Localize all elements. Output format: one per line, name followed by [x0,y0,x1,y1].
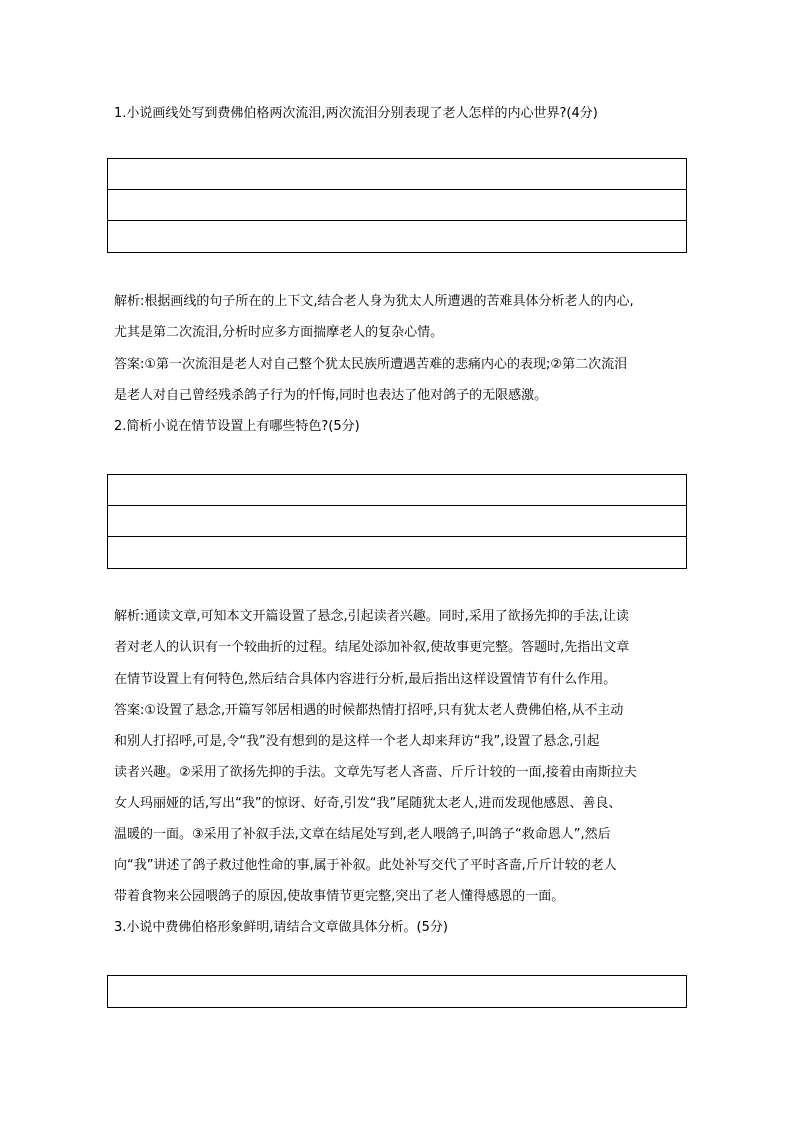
answer-line[interactable] [108,190,686,221]
question-2-analysis-line-3: 在情节设置上有何特色,然后结合具体内容进行分析,最后指出这样设置情节有什么作用。 [114,672,617,687]
question-2-answer-box[interactable] [107,474,687,569]
answer-line[interactable] [108,159,686,190]
question-2-answer-line-6: 向“我”讲述了鸽子救过他性命的事,属于补叙。此处补写交代了平时吝啬,斤斤计较的老人 [114,858,617,873]
question-2-answer-line-2: 和别人打招呼,可是,令“我”没有想到的是这样一个老人却来拜访“我”,设置了悬念,引起 [114,734,600,749]
question-3-prompt: 3.小说中费佛伯格形象鲜明,请结合文章做具体分析。(5分) [114,920,448,935]
answer-line[interactable] [108,506,686,537]
answer-line[interactable] [108,537,686,568]
question-1-answer-line-1: 答案:①第一次流泪是老人对自己整个犹太民族所遭遇苦难的悲痛内心的表现;②第二次流泪 [114,357,628,372]
question-2-answer-line-4: 女人玛丽娅的话,写出“我”的惊讶、好奇,引发“我”尾随犹太老人,进而发现他感恩、善良、 [114,796,622,811]
question-1-analysis-line-2: 尤其是第二次流泪,分析时应多方面揣摩老人的复杂心情。 [114,325,444,340]
question-3-answer-box[interactable] [107,975,687,1008]
answer-line[interactable] [108,475,686,506]
question-2-answer-line-5: 温暖的一面。③采用了补叙手法,文章在结尾处写到,老人喂鸽子,叫鸽子“救命恩人”,然后 [114,827,611,842]
question-2-prompt: 2.简析小说在情节设置上有哪些特色?(5分) [114,419,360,434]
question-1-answer-box[interactable] [107,158,687,253]
question-2-analysis-line-1: 解析:通读文章,可知本文开篇设置了悬念,引起读者兴趣。同时,采用了欲扬先抑的手法,让读 [114,609,629,624]
question-1-answer-line-2: 是老人对自己曾经残杀鸽子行为的忏悔,同时也表达了他对鸽子的无限感激。 [114,388,548,403]
answer-line[interactable] [108,976,686,1007]
question-2-analysis-line-2: 者对老人的认识有一个较曲折的过程。结尾处添加补叙,使故事更完整。答题时,先指出文章 [114,640,630,655]
answer-line[interactable] [108,221,686,252]
question-1-prompt: 1.小说画线处写到费佛伯格两次流泪,两次流泪分别表现了老人怎样的内心世界?(4分) [114,106,598,121]
question-1-analysis-line-1: 解析:根据画线的句子所在的上下文,结合老人身为犹太人所遭遇的苦难具体分析老人的内心, [114,294,634,309]
question-2-answer-line-3: 读者兴趣。②采用了欲扬先抑的手法。文章先写老人吝啬、斤斤计较的一面,接着由南斯拉夫 [114,765,637,780]
question-2-answer-line-1: 答案:①设置了悬念,开篇写邻居相遇的时候都热情打招呼,只有犹太老人费佛伯格,从不主动 [114,703,624,718]
question-2-answer-line-7: 带着食物来公园喂鸽子的原因,使故事情节更完整,突出了老人懂得感恩的一面。 [114,889,565,904]
